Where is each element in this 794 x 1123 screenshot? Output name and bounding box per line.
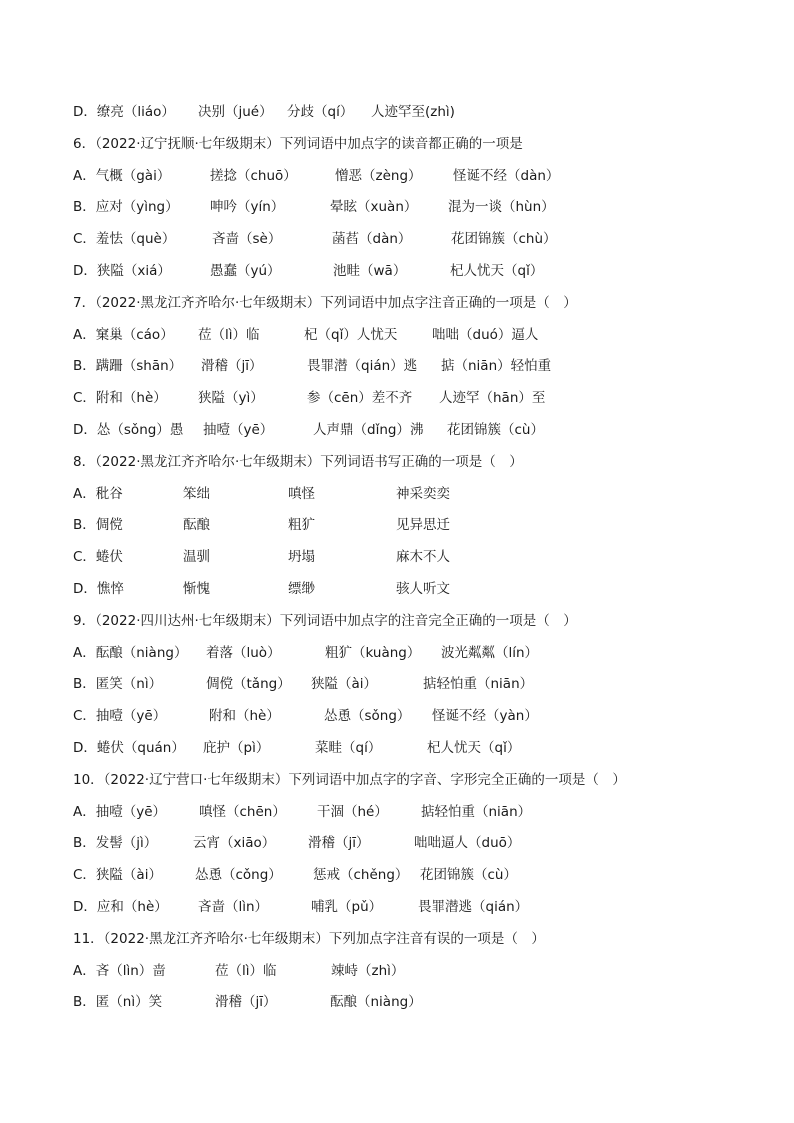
option-row — [73, 892, 754, 924]
option-item: 杞人忧天（qǐ） — [427, 739, 521, 756]
option-item: 抽噎（yē） — [203, 421, 274, 438]
option-row — [73, 415, 754, 447]
option-item: 怪诞不经（yàn） — [432, 708, 538, 725]
option-item: 云宵（xiāo） — [193, 835, 276, 852]
option-item: 菡萏（dàn） — [332, 231, 412, 248]
option-item: 神采奕奕 — [396, 485, 450, 502]
option-item: B．应对（yìng） — [73, 199, 179, 216]
option-item: 倜傥（tǎng） — [206, 676, 291, 693]
option-item: 莅（lì）临 — [198, 326, 260, 343]
option-row — [73, 97, 754, 129]
option-item: 滑稽（jī） — [308, 835, 370, 852]
option-item: 骇人听文 — [396, 580, 450, 597]
option-row — [73, 574, 754, 606]
option-row — [73, 956, 754, 988]
option-item: 吝啬（sè） — [212, 231, 282, 248]
option-item: 怪诞不经（dàn） — [453, 167, 560, 184]
option-item: A．抽噎（yē） — [73, 803, 167, 820]
option-item: D．狭隘（xiá） — [73, 262, 171, 279]
option-item: 见异思迁 — [396, 517, 450, 534]
option-item: 怂恿（cǒng） — [195, 867, 282, 884]
option-item: 呻吟（yín） — [210, 199, 285, 216]
option-item: 惭愧 — [183, 580, 210, 597]
option-item: 参（cēn）差不齐 — [307, 390, 413, 407]
option-item: 憎恶（zèng） — [335, 167, 422, 184]
option-item: 菜畦（qí） — [315, 739, 382, 756]
option-row — [73, 701, 754, 733]
option-item: D．蜷伏（quán） — [73, 739, 185, 756]
option-item: 花团锦簇（cù） — [420, 867, 517, 884]
option-item: 吝啬（lìn） — [198, 898, 269, 915]
option-item: A．吝（lìn）啬 — [73, 962, 166, 979]
option-item: A．气概（gài） — [73, 167, 171, 184]
option-item: 坍塌 — [288, 549, 315, 566]
option-item: B．匿（nì）笑 — [73, 994, 163, 1011]
option-item: 嗔怪（chēn） — [199, 803, 286, 820]
option-item: 咄咄（duó）逼人 — [432, 326, 539, 343]
option-row — [73, 256, 754, 288]
option-item: 酝酿（niàng） — [330, 994, 422, 1011]
option-item: 麻木不人 — [396, 549, 450, 566]
option-item: 掂轻怕重（niān） — [423, 676, 534, 693]
option-item: B．蹒跚（shān） — [73, 358, 183, 375]
option-item: D．憔悴 — [73, 580, 124, 597]
option-row — [73, 638, 754, 670]
option-item: B．发髻（jì） — [73, 835, 158, 852]
option-item: 狭隘（yì） — [198, 390, 264, 407]
option-row — [73, 669, 754, 701]
option-item: A．秕谷 — [73, 485, 123, 502]
question-stem: 8．（2022·黑龙江齐齐哈尔·七年级期末）下列词语书写正确的一项是（ ） — [73, 453, 523, 470]
option-item: C．附和（hè） — [73, 390, 167, 407]
option-item: 波光粼粼（lín） — [441, 644, 539, 661]
option-item: 酝酿 — [183, 517, 210, 534]
option-item: A．窠巢（cáo） — [73, 326, 174, 343]
option-item: 花团锦簇（cù） — [447, 421, 544, 438]
option-item: 花团锦簇（chù） — [451, 231, 557, 248]
question-stem: 10．（2022·辽宁营口·七年级期末）下列词语中加点字的字音、字形完全正确的一项是（ ） — [73, 771, 626, 788]
option-item: 滑稽（jī） — [201, 358, 263, 375]
option-item: 莅（lì）临 — [215, 962, 277, 979]
option-item: 狭隘（ài） — [311, 676, 378, 693]
option-item: 搓捻（chuō） — [210, 167, 297, 184]
option-row — [73, 828, 754, 860]
option-item: 晕眩（xuàn） — [330, 199, 418, 216]
option-item: 竦峙（zhì） — [331, 962, 405, 979]
option-item: D．怂（sǒng）愚 — [73, 421, 184, 438]
option-item: 干涸（hé） — [317, 803, 388, 820]
option-item: 分歧（qí） — [287, 104, 354, 120]
option-item: 嗔怪 — [288, 485, 315, 502]
option-item: 滑稽（jī） — [215, 994, 277, 1011]
option-row — [73, 320, 754, 352]
option-item: 庇护（pì） — [203, 739, 270, 756]
option-item: C．蜷伏 — [73, 549, 123, 566]
option-row — [73, 161, 754, 193]
option-item: 怂恿（sǒng） — [324, 708, 411, 725]
option-item: 笨绌 — [183, 485, 210, 502]
option-item: 畏罪潜（qián）逃 — [307, 358, 418, 375]
option-item: 附和（hè） — [209, 708, 280, 725]
option-item: 着落（luò） — [206, 644, 281, 661]
question-stem: 7．（2022·黑龙江齐齐哈尔·七年级期末）下列词语中加点字注音正确的一项是（ ） — [73, 294, 577, 311]
option-item: 人迹罕（hān）至 — [439, 390, 546, 407]
option-row — [73, 351, 754, 383]
option-item: 掂（niān）轻怕重 — [441, 358, 552, 375]
option-item: C．羞怯（què） — [73, 231, 176, 248]
option-item: 人迹罕至(zhì) — [371, 104, 455, 120]
question-stem: 11．（2022·黑龙江齐齐哈尔·七年级期末）下列加点字注音有误的一项是（ ） — [73, 930, 545, 947]
question-stem: 6．（2022·辽宁抚顺·七年级期末）下列词语中加点字的读音都正确的一项是 — [73, 135, 523, 152]
option-item: 缥缈 — [288, 580, 315, 597]
option-row — [73, 383, 754, 415]
option-row — [73, 224, 754, 256]
option-item: B．倜傥 — [73, 517, 123, 534]
option-item: 杞人忧天（qǐ） — [450, 262, 544, 279]
option-item: 畏罪潜逃（qián） — [418, 898, 529, 915]
option-item: 温驯 — [183, 549, 210, 566]
option-item: 咄咄逼人（duō） — [414, 835, 521, 852]
option-row — [73, 860, 754, 892]
option-item: D．应和（hè） — [73, 898, 168, 915]
option-item: 掂轻怕重（niān） — [421, 803, 532, 820]
option-item: C．抽噎（yē） — [73, 708, 167, 725]
option-item: 决别（jué） — [198, 104, 273, 120]
option-row — [73, 510, 754, 542]
question-stem: 9．（2022·四川达州·七年级期末）下列词语中加点字的注音完全正确的一项是（ ） — [73, 612, 577, 629]
option-item: 混为一谈（hùn） — [448, 199, 555, 216]
option-item: 人声鼎（dǐng）沸 — [313, 421, 424, 438]
option-row — [73, 797, 754, 829]
option-row — [73, 479, 754, 511]
option-item: 粗犷 — [288, 517, 315, 534]
option-row — [73, 733, 754, 765]
option-row — [73, 987, 754, 1019]
option-row — [73, 542, 754, 574]
option-row — [73, 192, 754, 224]
question-list — [73, 97, 754, 1019]
option-item: 池畦（wā） — [333, 262, 407, 279]
option-item: 惩戒（chěng） — [313, 867, 409, 884]
option-item: 哺乳（pǔ） — [311, 898, 383, 915]
option-item: 愚蠢（yú） — [210, 262, 281, 279]
option-item: 杞（qǐ）人忧天 — [304, 326, 398, 343]
option-item: B．匿笑（nì） — [73, 676, 163, 693]
option-item: D．缭亮（liáo） — [73, 104, 175, 120]
option-item: 粗犷（kuàng） — [325, 644, 421, 661]
option-item: A．酝酿（niàng） — [73, 644, 188, 661]
option-item: C．狭隘（ài） — [73, 867, 162, 884]
